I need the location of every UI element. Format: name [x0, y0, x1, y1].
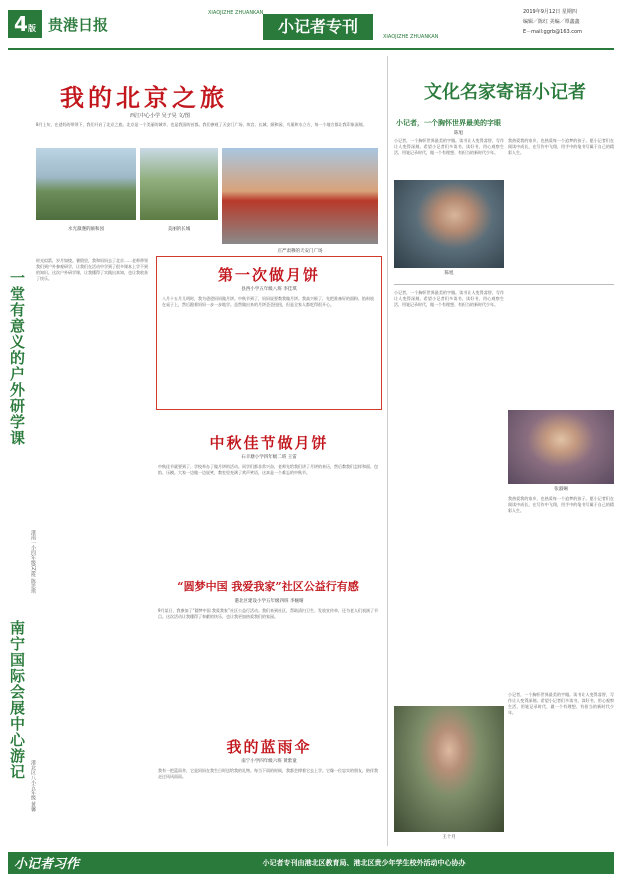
photo-tiananmen [222, 148, 378, 244]
caption-chen-xu: 陈旭 [444, 271, 454, 276]
vertical-title-2: 南宁国际会展中心游记 [8, 620, 26, 780]
umbrella-title: 我的蓝雨伞 [226, 738, 312, 756]
right-body-col2-lower: 我热爱我的家乡，也热爱每一个追梦的孩子。愿小记者们在阅读中成长，在写作中飞翔，用手中的笔书写属于自己的精彩人生。 [508, 496, 614, 513]
right-title: 文化名家寄语小记者 [424, 82, 586, 103]
footer-text: 小记者专刊由港北区教育局、港北区贵少年学生校外活动中心协办 [262, 859, 466, 867]
beijing-intro: 8月上旬，在爸妈的带领下，我们开启了北京之旅。北京是一个美丽的城市，也是我国的首都。我们参观了天安门广场、故宫、长城、颐和园、鸟巢和水立方，每一个地方都让我印象深刻。 [36, 122, 367, 127]
caption-tiananmen: 庄严肃穆的天安门广场 [277, 249, 323, 254]
right-body-top: 小记者，一个胸怀世界最美的字眼。读书让人变得睿智，写作让人变得深刻。希望小记者们多读书、读好书，用心观察生活，用笔记录时代，做一个有理想、有担当的新时代少年。 [394, 138, 504, 155]
right-body-col2-bottom: 小记者，一个胸怀世界最美的字眼。读书让人变得睿智，写作让人变得深刻。希望小记者们多读书、读好书，用心观察生活，用笔记录时代，做一个有理想、有担当的新时代少年。 [508, 692, 614, 715]
vertical-byline-2: 港北区八小五年级 黄馨 [30, 760, 36, 812]
page-number: 4 [14, 12, 28, 36]
page-label: 版 [27, 24, 36, 33]
caption-zhang-shuxian: 张淑娴 [554, 487, 568, 492]
right-subtitle-byline: 陈旭 [454, 131, 463, 136]
page-number-badge [8, 10, 42, 38]
left-body-text: 时光似箭，岁月如梭。暑假里，我和妈妈去了北京……老师带领我们到户外参观研学，让我们在活动中学到了很多课本上学不到的知识。这次户外研学课，让我懂得了实践出真知，也让我收获了快乐。 [36, 258, 148, 281]
caption-great-wall: 美丽的长城 [167, 227, 191, 232]
page-header [8, 6, 614, 44]
community-body: 9月某日，我参加了“圆梦中国 我爱我家”社区公益行活动。我们来到社区，帮助清扫卫生、发放宣传单，还为老人们表演了节目。这次活动让我懂得了奉献的快乐，也让我更加热爱我们的家园。 [158, 608, 378, 619]
portrait-wang-shiyue [394, 706, 504, 832]
mooncake-byline: 县西小学五年级八班 李佳琪 [241, 287, 297, 292]
mooncake-body: 八月十五月儿明时，我为爸爸妈妈做月饼。中秋节到了，妈妈说要教我做月饼。我高兴极了，先把准备好的面粉、馅料放在桌子上，然后跟着妈妈一步一步地学。虽然做出来的月饼歪歪扭扭，但是全家人都吃得很开心。 [162, 296, 374, 307]
caption-summer-palace: 水光潋滟的颐和园 [68, 227, 104, 232]
mid-autumn-title: 中秋佳节做月饼 [209, 434, 329, 452]
editor-line: 编辑／陈红 美编／覃鑫鑫 [523, 19, 580, 25]
photo-summer-palace [36, 148, 136, 220]
right-subtitle: 小记者，一个胸怀世界最美的字眼 [396, 119, 501, 127]
right-body-col2: 我热爱我的家乡，也热爱每一个追梦的孩子。愿小记者们在阅读中成长，在写作中飞翔，用手中的笔书写属于自己的精彩人生。 [508, 138, 614, 155]
mid-autumn-body: 中秋佳节就要到了，学校举办了做月饼的活动。同学们都非常兴奋，老师先给我们讲了月饼的来历，然后教我们怎样和面、包馅、压模。大家一边做一边说笑，教室里充满了欢声笑语，这真是一个难忘的中秋节。 [158, 464, 378, 475]
vertical-byline-1: 港南一小四年级(2)班 陈思琪 [30, 530, 36, 594]
section-title-banner: 小记者专刊 [263, 14, 373, 40]
portrait-chen-xu [394, 180, 504, 268]
photo-great-wall [140, 148, 218, 220]
umbrella-body: 我有一把蓝雨伞，它是妈妈在我生日时送给我的礼物。每当下雨的时候，我都会撑着它去上学。它像一位忠实的朋友，陪伴我走过风风雨雨。 [158, 768, 378, 779]
date-line: 2019年9月12日 星期四 [523, 9, 577, 15]
right-rule [394, 284, 614, 285]
header-rule [8, 48, 614, 50]
community-byline: 港北区建设小学五年级四班 李婉晴 [234, 599, 304, 604]
pinyin-left: XIAOJIZHE ZHUANKAN [208, 10, 264, 16]
mid-autumn-byline: 石羊塘小学四年级二班 王雷 [241, 455, 297, 460]
right-body-mid: 小记者，一个胸怀世界最美的字眼。读书让人变得睿智，写作让人变得深刻。希望小记者们多读书、读好书，用心观察生活，用笔记录时代，做一个有理想、有担当的新时代少年。 [394, 290, 504, 307]
community-title: “圆梦中国 我爱我家”社区公益行有感 [177, 580, 359, 593]
beijing-byline: 西江中心小学 吴子昊 文/图 [130, 113, 190, 119]
vertical-title-1: 一堂有意义的户外研学课 [8, 270, 26, 446]
caption-wang-shiyue: 王十月 [442, 835, 456, 840]
umbrella-byline: 南宁小学四年级六班 黄紫童 [241, 759, 297, 764]
right-divider [387, 56, 388, 846]
email-line: E－mail:ggrb@163.com [523, 29, 582, 35]
paper-logo: 贵港日报 [48, 16, 109, 34]
pinyin-right: XIAOJIZHE ZHUANKAN [383, 34, 439, 40]
beijing-title: 我的北京之旅 [60, 83, 228, 112]
portrait-zhang-shuxian [508, 410, 614, 484]
mooncake-title: 第一次做月饼 [217, 266, 320, 284]
footer-label: 小记者习作 [14, 857, 80, 872]
